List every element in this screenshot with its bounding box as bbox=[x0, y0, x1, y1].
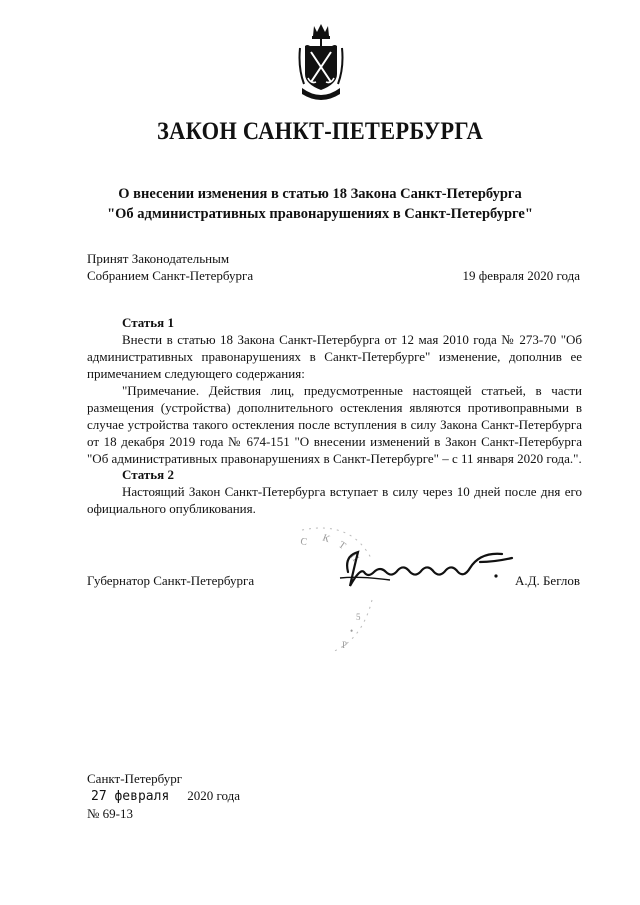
governor-signature bbox=[330, 538, 530, 598]
svg-text:К: К bbox=[320, 532, 332, 546]
adopted-line-1: Принят Законодательным bbox=[87, 251, 230, 266]
coat-of-arms-emblem bbox=[298, 22, 344, 100]
footer-year: 2020 года bbox=[187, 788, 241, 803]
law-subject bbox=[0, 184, 640, 224]
svg-text:С: С bbox=[299, 536, 308, 549]
svg-text:Т: Т bbox=[336, 539, 348, 552]
subject-line-2: "Об административных правонарушениях в Санкт-Петербурге" bbox=[107, 206, 533, 222]
footer-block bbox=[87, 770, 240, 822]
governor-name: А.Д. Беглов bbox=[514, 573, 580, 588]
adoption-date: 19 февраля 2020 года bbox=[462, 268, 580, 283]
svg-text:•: • bbox=[350, 626, 354, 636]
law-number: № 69-13 bbox=[87, 806, 133, 821]
governor-title: Губернатор Санкт-Петербурга bbox=[87, 573, 255, 588]
svg-text:5: 5 bbox=[356, 612, 361, 622]
svg-text:П: П bbox=[347, 551, 361, 564]
article-1-paragraph-2: "Примечание. Действия лиц, предусмотренные настоящей статьей, в части размещения (устройства) дополнительного остекления являются противоправными в случае устройства такого остекления после вступления в силу Закона Санкт-Петербурга от 18 декабря 2019 года № 674-151 "О внесении изменений в Закон Санкт-Петербурга "Об административных правонарушениях в Санкт-Петербурге" – с 11 января 2020 года.". bbox=[87, 383, 582, 466]
article-2-paragraph-1: Настоящий Закон Санкт-Петербурга вступает в силу через 10 дней после дня его официального опубликования. bbox=[87, 484, 582, 516]
adoption-info bbox=[87, 250, 253, 284]
adopted-line-2: Собранием Санкт-Петербурга bbox=[87, 268, 254, 283]
article-1 bbox=[87, 314, 582, 467]
svg-text:Р: Р bbox=[342, 640, 348, 650]
law-title: ЗАКОН САНКТ-ПЕТЕРБУРГА bbox=[157, 116, 483, 145]
footer-city: Санкт-Петербург bbox=[87, 771, 183, 786]
subject-line-1: О внесении изменения в статью 18 Закона Санкт-Петербурга bbox=[118, 186, 522, 202]
article-1-heading: Статья 1 bbox=[122, 315, 174, 330]
article-2-heading: Статья 2 bbox=[122, 467, 174, 482]
footer-date-handwritten: 27 февраля bbox=[91, 789, 170, 804]
article-1-paragraph-1: Внести в статью 18 Закона Санкт-Петербурга от 12 мая 2010 года № 273-70 "Об административных правонарушениях в Санкт-Петербурге" изменение, дополнив ее примечанием следующего содержания: bbox=[87, 332, 582, 381]
article-2 bbox=[87, 466, 582, 517]
